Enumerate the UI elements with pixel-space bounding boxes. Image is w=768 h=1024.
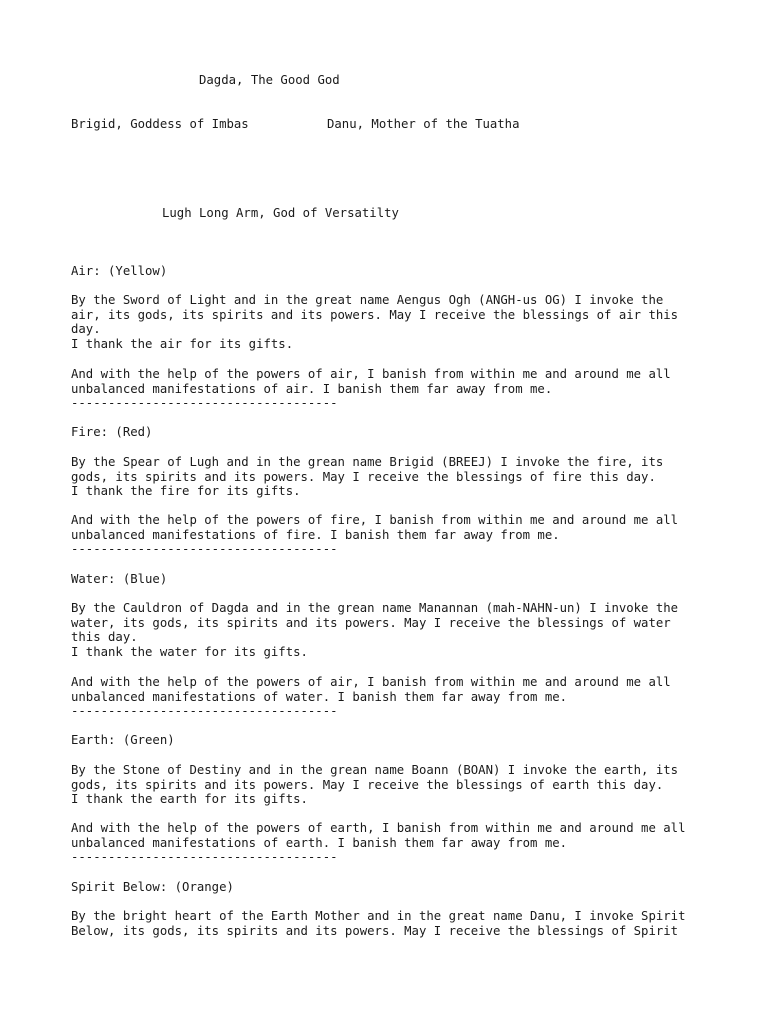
paragraph-earth-invoke [71, 763, 678, 807]
text-line: unbalanced manifestations of earth. I banish them far away from me. [71, 835, 568, 850]
text-line: By the Spear of Lugh and in the grean name Brigid (BREEJ) I invoke the fire, its [71, 455, 664, 469]
text-line: By the Cauldron of Dagda and in the grean name Manannan (mah-NAHN-un) I invoke the [71, 601, 679, 615]
text-line: gods, its spirits and its powers. May I receive the blessings of fire this day. [71, 469, 656, 484]
paragraph-fire-invoke [71, 455, 663, 499]
paragraph-air-banish [71, 367, 671, 411]
divider-line: ------------------------------------ [71, 704, 338, 719]
text-line: I thank the water for its gifts. [71, 645, 308, 660]
text-line: gods, its spirits and its powers. May I receive the blessings of earth this day. [71, 777, 664, 792]
header-danu: Danu, Mother of the Tuatha [327, 117, 520, 131]
text-line: unbalanced manifestations of air. I banish them far away from me. [71, 381, 553, 396]
section-heading-spirit-below: Spirit Below: (Orange) [71, 880, 234, 894]
paragraph-water-invoke [71, 601, 678, 660]
section-heading-earth: Earth: (Green) [71, 733, 175, 747]
section-heading-water: Water: (Blue) [71, 572, 168, 586]
text-line: And with the help of the powers of fire, I banish from within me and around me all [71, 513, 679, 527]
section-heading-fire: Fire: (Red) [71, 425, 153, 439]
text-line: And with the help of the powers of earth, I banish from within me and around me all [71, 821, 686, 835]
text-line: unbalanced manifestations of water. I banish them far away from me. [71, 689, 568, 704]
text-line: By the bright heart of the Earth Mother and in the great name Danu, I invoke Spirit [71, 909, 686, 923]
text-line: this day. [71, 630, 138, 645]
divider-line: ------------------------------------ [71, 850, 338, 865]
header-dagda: Dagda, The Good God [199, 73, 340, 87]
paragraph-spirit-below-invoke [71, 909, 685, 938]
text-line: Below, its gods, its spirits and its powers. May I receive the blessings of Spirit [71, 923, 679, 938]
paragraph-fire-banish [71, 513, 678, 557]
text-line: By the Sword of Light and in the great name Aengus Ogh (ANGH-us OG) I invoke the [71, 293, 664, 307]
section-heading-air: Air: (Yellow) [71, 264, 168, 278]
header-lugh: Lugh Long Arm, God of Versatilty [162, 206, 399, 220]
paragraph-air-invoke [71, 293, 678, 352]
text-line: And with the help of the powers of air, I banish from within me and around me all [71, 367, 671, 381]
divider-line: ------------------------------------ [71, 396, 338, 411]
text-line: I thank the fire for its gifts. [71, 484, 301, 499]
text-line: By the Stone of Destiny and in the grean name Boann (BOAN) I invoke the earth, its [71, 763, 679, 777]
text-line: I thank the air for its gifts. [71, 337, 294, 352]
paragraph-water-banish [71, 675, 671, 719]
text-line: day. [71, 322, 101, 337]
text-line: I thank the earth for its gifts. [71, 792, 308, 807]
paragraph-earth-banish [71, 821, 685, 865]
text-line: unbalanced manifestations of fire. I banish them far away from me. [71, 527, 560, 542]
text-line: water, its gods, its spirits and its powers. May I receive the blessings of water [71, 615, 671, 630]
divider-line: ------------------------------------ [71, 542, 338, 557]
text-line: And with the help of the powers of air, I banish from within me and around me all [71, 675, 671, 689]
header-brigid: Brigid, Goddess of Imbas [71, 117, 249, 131]
text-line: air, its gods, its spirits and its powers. May I receive the blessings of air this [71, 307, 679, 322]
